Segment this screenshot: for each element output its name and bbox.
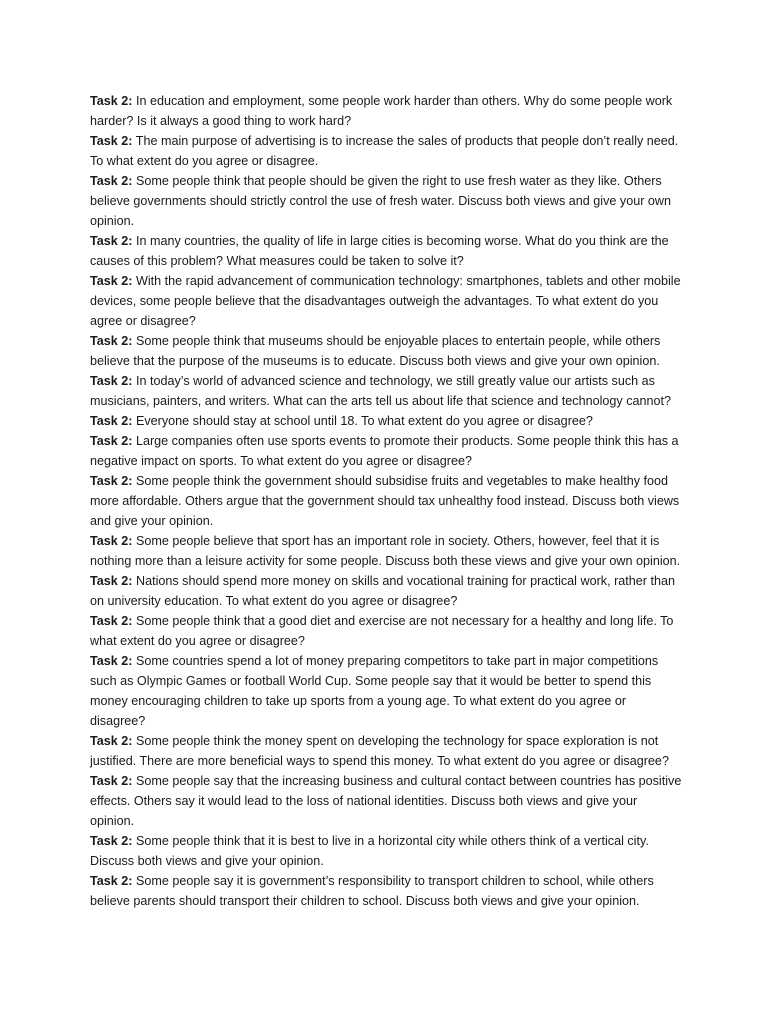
task-label: Task 2: bbox=[90, 334, 133, 348]
task-text: The main purpose of advertising is to increase the sales of products that people don’t really need. To what extent do you agree or disagree. bbox=[90, 134, 679, 168]
task-item bbox=[90, 371, 682, 411]
task-label: Task 2: bbox=[90, 414, 133, 428]
task-item bbox=[90, 471, 682, 531]
task-item bbox=[90, 831, 682, 871]
task-text: Some countries spend a lot of money preparing competitors to take part in major competitions such as Olympic Games or football World Cup. Some people say that it would be better to spend this money encouraging children to take up sports from a young age. To what extent do you agree or disagree? bbox=[90, 654, 659, 728]
task-text: With the rapid advancement of communication technology: smartphones, tablets and other mobile devices, some people believe that the disadvantages outweigh the advantages. To what extent do you agree or disagree? bbox=[90, 274, 681, 328]
task-text: Some people say that the increasing business and cultural contact between countries has positive effects. Others say it would lead to the loss of national identities. Discuss both views and give your opinion. bbox=[90, 774, 682, 828]
task-item bbox=[90, 771, 682, 831]
task-text: Some people think that museums should be enjoyable places to entertain people, while others believe that the purpose of the museums is to educate. Discuss both views and give your own opinion. bbox=[90, 334, 661, 368]
task-list bbox=[90, 91, 682, 911]
task-text: Some people think that a good diet and exercise are not necessary for a healthy and long life. To what extent do you agree or disagree? bbox=[90, 614, 674, 648]
task-text: In education and employment, some people work harder than others. Why do some people work harder? Is it always a good thing to work hard? bbox=[90, 94, 673, 128]
task-label: Task 2: bbox=[90, 734, 133, 748]
task-text: Some people think the government should subsidise fruits and vegetables to make healthy food more affordable. Others argue that the government should tax unhealthy food instead. Discuss both views and give your opinion. bbox=[90, 474, 680, 528]
task-label: Task 2: bbox=[90, 374, 133, 388]
task-label: Task 2: bbox=[90, 134, 133, 148]
task-text: In today’s world of advanced science and technology, we still greatly value our artists such as musicians, painters, and writers. What can the arts tell us about life that science and technology cannot? bbox=[90, 374, 672, 408]
task-label: Task 2: bbox=[90, 774, 133, 788]
task-item bbox=[90, 531, 682, 571]
task-text: Some people think the money spent on developing the technology for space exploration is not justified. There are more beneficial ways to spend this money. To what extent do you agree or disagree? bbox=[90, 734, 669, 768]
task-text: Some people say it is government’s responsibility to transport children to school, while others believe parents should transport their children to school. Discuss both views and give your opinion. bbox=[90, 874, 654, 908]
task-text: Everyone should stay at school until 18. To what extent do you agree or disagree? bbox=[135, 414, 593, 428]
task-text: In many countries, the quality of life in large cities is becoming worse. What do you think are the causes of this problem? What measures could be taken to solve it? bbox=[90, 234, 669, 268]
task-label: Task 2: bbox=[90, 574, 133, 588]
task-item bbox=[90, 731, 682, 771]
task-item bbox=[90, 411, 682, 431]
task-item bbox=[90, 171, 682, 231]
task-label: Task 2: bbox=[90, 534, 133, 548]
task-text: Nations should spend more money on skills and vocational training for practical work, rather than on university education. To what extent do you agree or disagree? bbox=[90, 574, 675, 608]
task-label: Task 2: bbox=[90, 474, 133, 488]
task-item bbox=[90, 91, 682, 131]
task-text: Some people think that it is best to live in a horizontal city while others think of a vertical city. Discuss both views and give your opinion. bbox=[90, 834, 649, 868]
task-item bbox=[90, 231, 682, 271]
task-label: Task 2: bbox=[90, 234, 133, 248]
task-item bbox=[90, 571, 682, 611]
task-text: Some people believe that sport has an important role in society. Others, however, feel that it is nothing more than a leisure activity for some people. Discuss both these views and give your own opinion. bbox=[90, 534, 681, 568]
task-item bbox=[90, 271, 682, 331]
task-label: Task 2: bbox=[90, 614, 133, 628]
task-text: Some people think that people should be given the right to use fresh water as they like. Others believe governments should strictly control the use of fresh water. Discuss both views and give your own opinion. bbox=[90, 174, 671, 228]
task-label: Task 2: bbox=[90, 434, 133, 448]
task-label: Task 2: bbox=[90, 834, 133, 848]
task-item bbox=[90, 651, 682, 731]
task-label: Task 2: bbox=[90, 654, 133, 668]
task-item bbox=[90, 611, 682, 651]
task-label: Task 2: bbox=[90, 874, 133, 888]
task-item bbox=[90, 871, 682, 911]
task-item bbox=[90, 131, 682, 171]
task-label: Task 2: bbox=[90, 274, 133, 288]
task-text: Large companies often use sports events to promote their products. Some people think this has a negative impact on sports. To what extent do you agree or disagree? bbox=[90, 434, 679, 468]
task-label: Task 2: bbox=[90, 174, 133, 188]
task-label: Task 2: bbox=[90, 94, 133, 108]
task-item bbox=[90, 331, 682, 371]
task-item bbox=[90, 431, 682, 471]
